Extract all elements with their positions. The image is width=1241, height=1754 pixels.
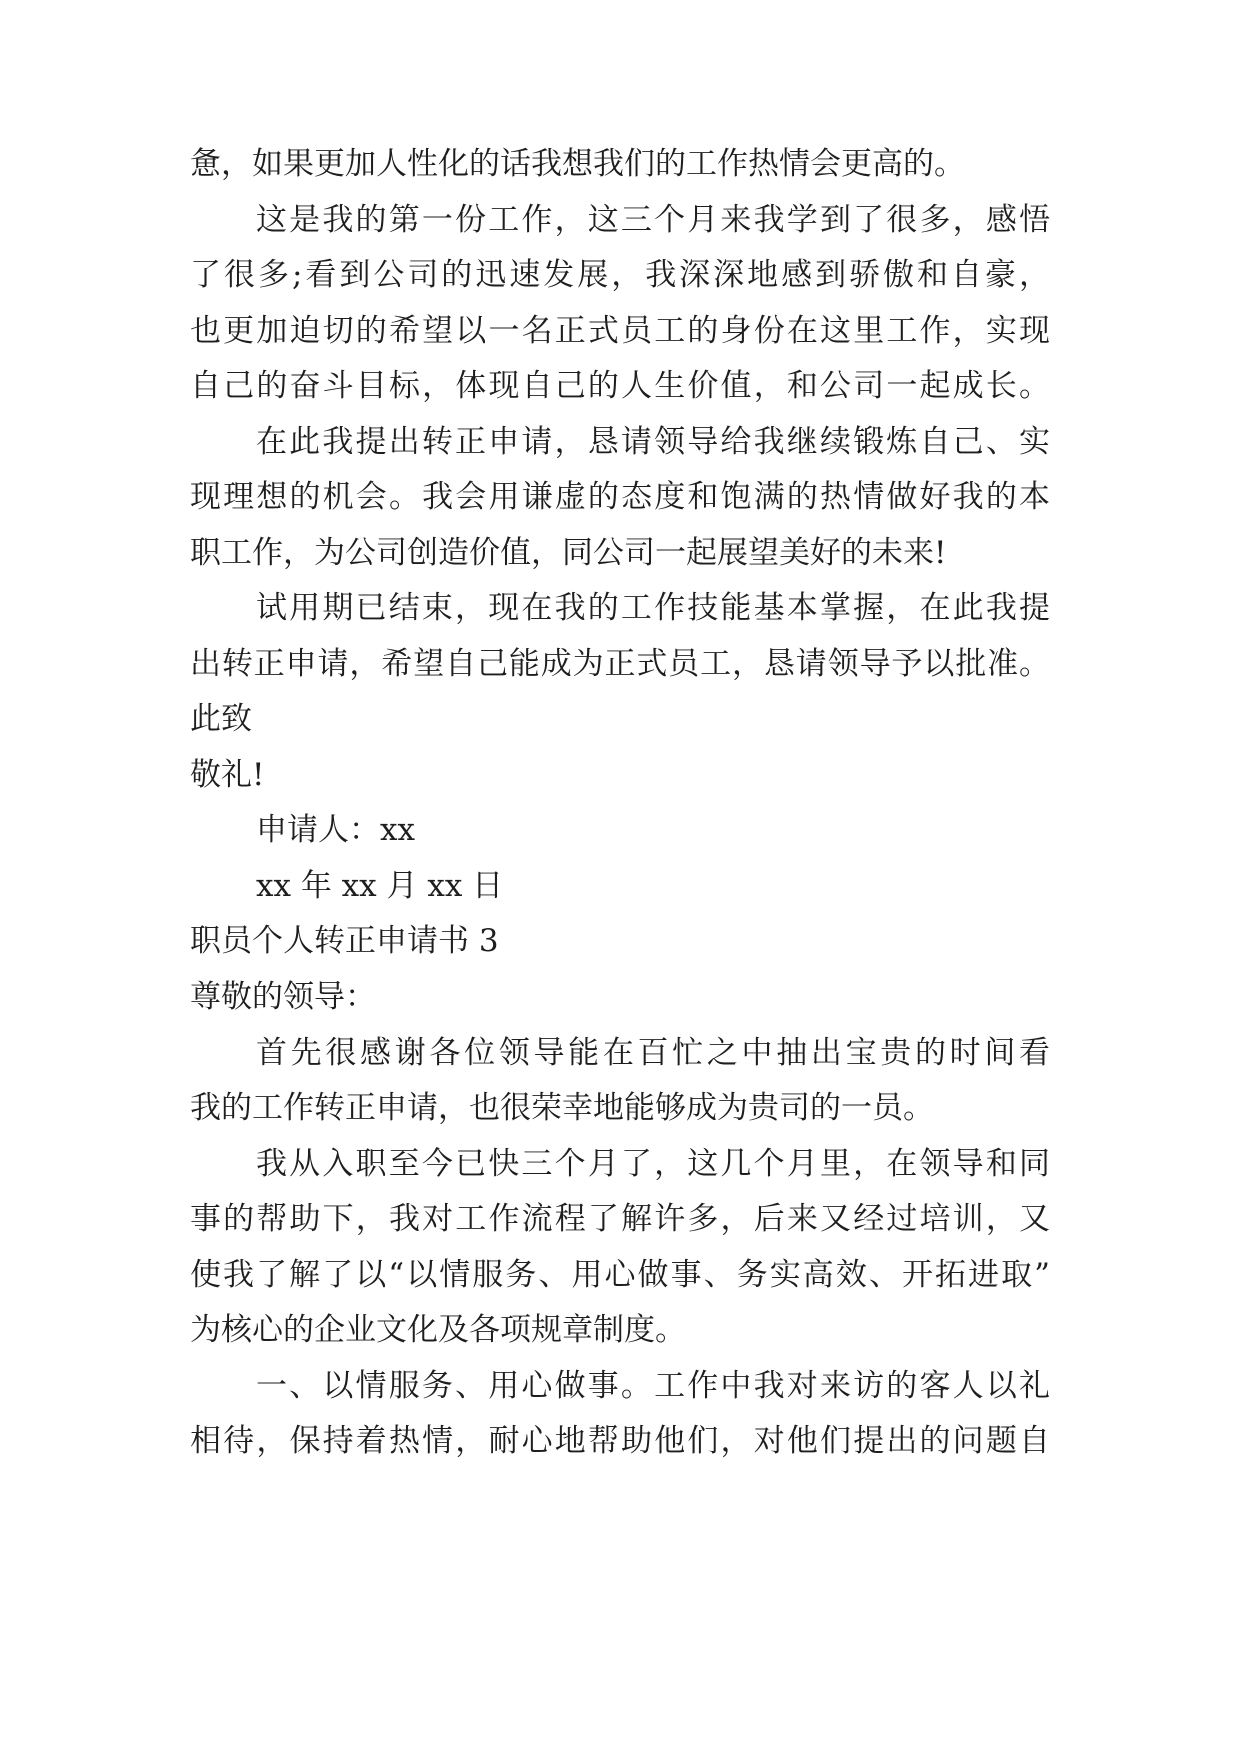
text-line: 事的帮助下，我对工作流程了解许多，后来又经过培训，又 <box>190 1201 1050 1237</box>
applicant-line: 申请人：xx <box>256 812 415 848</box>
paragraph-first-line: 试用期已结束，现在我的工作技能基本掌握，在此我提 <box>256 590 1050 626</box>
text-line: 了很多;看到公司的迅速发展，我深深地感到骄傲和自豪， <box>190 257 1050 293</box>
paragraph-first-line: 我从入职至今已快三个月了，这几个月里，在领导和同 <box>256 1146 1050 1182</box>
text-line: 相待，保持着热情，耐心地帮助他们，对他们提出的问题自 <box>190 1423 1050 1459</box>
text-line: 职工作，为公司创造价值，同公司一起展望美好的未来! <box>190 535 947 571</box>
text-line: 也更加迫切的希望以一名正式员工的身份在这里工作，实现 <box>190 313 1050 349</box>
greeting-line: 尊敬的领导： <box>190 979 376 1015</box>
text-line: 为核心的企业文化及各项规章制度。 <box>190 1312 686 1348</box>
text-line: 现理想的机会。我会用谦虚的态度和饱满的热情做好我的本 <box>190 479 1050 515</box>
text-line: 我的工作转正申请，也很荣幸地能够成为贵司的一员。 <box>190 1090 934 1126</box>
salutation-line: 敬礼! <box>190 757 265 793</box>
paragraph-first-line: 一、以情服务、用心做事。工作中我对来访的客人以礼 <box>256 1368 1050 1404</box>
text-line: 自己的奋斗目标，体现自己的人生价值，和公司一起成长。 <box>190 368 1050 404</box>
closing-line: 此致 <box>190 701 252 737</box>
text-line: 惫，如果更加人性化的话我想我们的工作热情会更高的。 <box>190 146 965 182</box>
paragraph-first-line: 在此我提出转正申请，恳请领导给我继续锻炼自己、实 <box>256 424 1050 460</box>
paragraph-first-line: 首先很感谢各位领导能在百忙之中抽出宝贵的时间看 <box>256 1035 1050 1071</box>
date-line: xx 年 xx 月 xx 日 <box>256 868 504 904</box>
text-line: 出转正申请，希望自己能成为正式员工，恳请领导予以批准。 <box>190 646 1050 682</box>
text-line: 使我了解了以“以情服务、用心做事、务实高效、开拓进取” <box>190 1257 1050 1293</box>
paragraph-first-line: 这是我的第一份工作，这三个月来我学到了很多，感悟 <box>256 202 1050 238</box>
section-title: 职员个人转正申请书 3 <box>190 923 499 959</box>
